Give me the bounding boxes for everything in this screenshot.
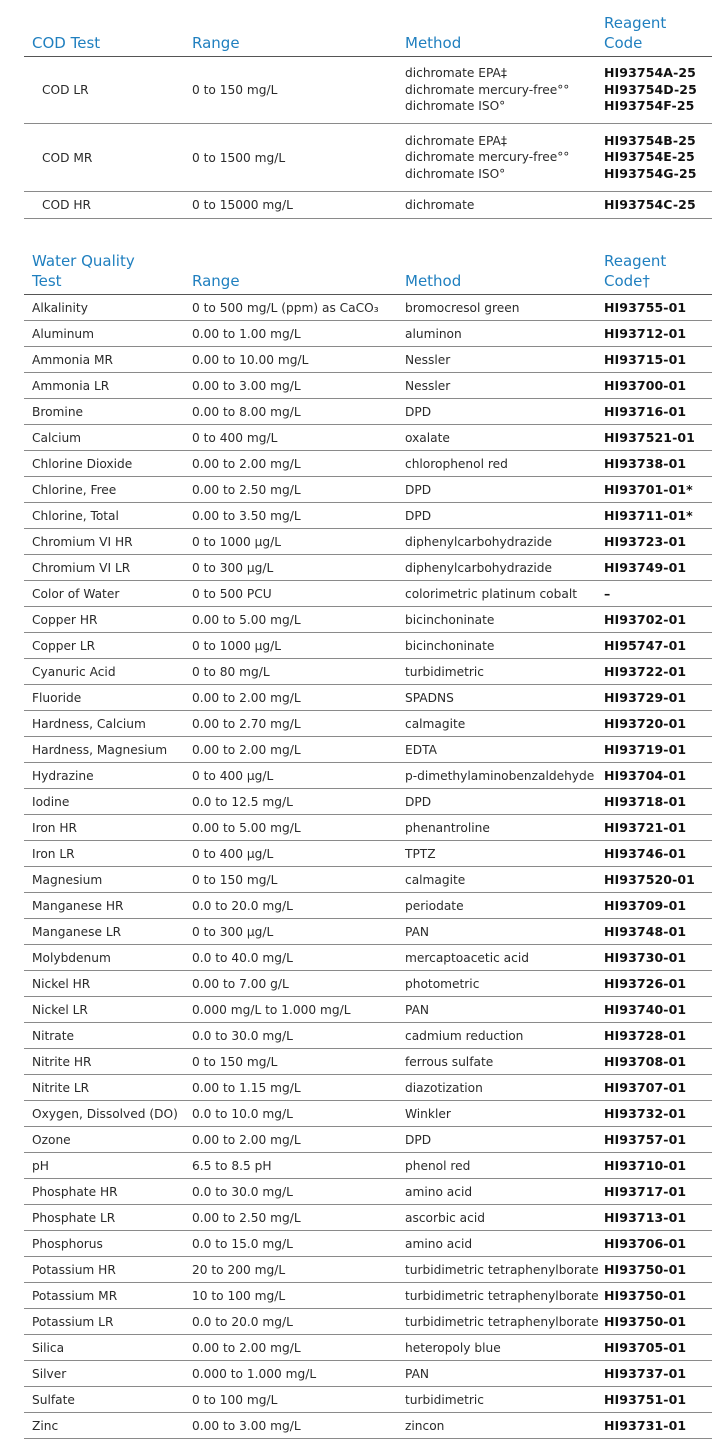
reagent-code: HI93707-01 xyxy=(604,1080,687,1095)
test-name: Phosphate LR xyxy=(32,1210,116,1225)
reagent-code: HI93723-01 xyxy=(604,534,687,549)
reagent-code: HI93749-01 xyxy=(604,560,687,575)
range-value: 0.00 to 2.00 mg/L xyxy=(192,690,301,705)
range-value: 0.00 to 2.50 mg/L xyxy=(192,1210,301,1225)
method-value: bicinchoninate xyxy=(405,612,495,627)
header-reagent-code: Reagent Code† xyxy=(604,252,667,290)
table-row xyxy=(24,503,712,529)
reagent-code: HI93750-01 xyxy=(604,1262,687,1277)
range-value: 0.0 to 40.0 mg/L xyxy=(192,950,293,965)
table-row xyxy=(24,685,712,711)
reagent-code: HI93700-01 xyxy=(604,378,687,393)
reagent-code: HI93712-01 xyxy=(604,326,687,341)
range-value: 0.00 to 2.70 mg/L xyxy=(192,716,301,731)
range-value: 0.00 to 3.00 mg/L xyxy=(192,378,301,393)
range-value: 20 to 200 mg/L xyxy=(192,1262,286,1277)
reagent-code: HI93705-01 xyxy=(604,1340,687,1355)
reagent-code: HI93721-01 xyxy=(604,820,687,835)
reagent-code: HI93754F-25 xyxy=(604,98,695,114)
table-row xyxy=(24,893,712,919)
reagent-code: HI93730-01 xyxy=(604,950,687,965)
reagent-code: HI93754C-25 xyxy=(604,196,696,212)
table-row xyxy=(24,1049,712,1075)
water-quality-table-body xyxy=(24,295,712,1439)
test-name: Chlorine, Free xyxy=(32,482,117,497)
table-row xyxy=(24,1361,712,1387)
method-value: DPD xyxy=(405,1132,432,1147)
range-value: 0.00 to 10.00 mg/L xyxy=(192,352,309,367)
method-value: TPTZ xyxy=(405,846,436,861)
table-row xyxy=(24,711,712,737)
test-name: Calcium xyxy=(32,430,82,445)
test-name: Silver xyxy=(32,1366,67,1381)
test-name: pH xyxy=(32,1158,49,1173)
range-value: 0.00 to 1.00 mg/L xyxy=(192,326,301,341)
cod-table-body xyxy=(24,57,712,219)
reagent-code: HI93754G-25 xyxy=(604,165,697,181)
method-value: oxalate xyxy=(405,430,450,445)
reagent-code: HI93720-01 xyxy=(604,716,687,731)
test-name: Phosphorus xyxy=(32,1236,103,1251)
test-name: Sulfate xyxy=(32,1392,75,1407)
table-row xyxy=(24,581,712,607)
method-value: PAN xyxy=(405,1002,430,1017)
range-value: 0.0 to 20.0 mg/L xyxy=(192,1314,293,1329)
header-range: Range xyxy=(192,272,240,290)
table-row xyxy=(24,347,712,373)
method-value: ascorbic acid xyxy=(405,1210,485,1225)
header-test: COD Test xyxy=(32,34,101,52)
method-value: turbidimetric xyxy=(405,1392,485,1407)
test-name: Manganese HR xyxy=(32,898,124,913)
method-value: zincon xyxy=(405,1418,445,1433)
header-method: Method xyxy=(405,272,462,290)
method-value: turbidimetric xyxy=(405,664,485,679)
range-value: 0.0 to 10.0 mg/L xyxy=(192,1106,293,1121)
range-value: 0 to 1000 µg/L xyxy=(192,638,282,653)
reagent-code: HI93754A-25 xyxy=(604,65,696,81)
table-row xyxy=(24,555,712,581)
reagent-code: HI93751-01 xyxy=(604,1392,687,1407)
test-name: Molybdenum xyxy=(32,950,111,965)
method-value: cadmium reduction xyxy=(405,1028,524,1043)
method-line: dichromate ISO° xyxy=(405,166,506,181)
reagent-code: – xyxy=(604,586,611,601)
reagent-code: HI93754B-25 xyxy=(604,132,696,148)
range-value: 0 to 80 mg/L xyxy=(192,664,270,679)
method-value: diazotization xyxy=(405,1080,483,1095)
range-value: 0 to 500 PCU xyxy=(192,586,272,601)
table-row xyxy=(24,57,712,124)
table-row xyxy=(24,451,712,477)
table-row xyxy=(24,815,712,841)
table-row xyxy=(24,1387,712,1413)
table-row xyxy=(24,1257,712,1283)
method-line: dichromate EPA‡ xyxy=(405,133,507,148)
table-row xyxy=(24,789,712,815)
method-value: diphenylcarbohydrazide xyxy=(405,560,552,575)
reagent-code: HI93722-01 xyxy=(604,664,687,679)
water-quality-table xyxy=(24,247,712,1439)
range-value: 0 to 150 mg/L xyxy=(192,83,278,97)
table-row xyxy=(24,997,712,1023)
table-row xyxy=(24,1101,712,1127)
range-value: 0.000 mg/L to 1.000 mg/L xyxy=(192,1002,351,1017)
method-value: chlorophenol red xyxy=(405,456,508,471)
method-value: heteropoly blue xyxy=(405,1340,501,1355)
reagent-code: HI937521-01 xyxy=(604,430,695,445)
reagent-code: HI93706-01 xyxy=(604,1236,687,1251)
header-range: Range xyxy=(192,34,240,52)
method-value: calmagite xyxy=(405,872,466,887)
method-value: amino acid xyxy=(405,1236,473,1251)
reagent-code: HI93715-01 xyxy=(604,352,687,367)
test-name: Phosphate HR xyxy=(32,1184,118,1199)
reagent-code: HI93746-01 xyxy=(604,846,687,861)
range-value: 0 to 15000 mg/L xyxy=(192,198,293,212)
test-name: Alkalinity xyxy=(32,300,88,315)
cod-table-header xyxy=(24,10,712,57)
method-value: mercaptoacetic acid xyxy=(405,950,529,965)
reagent-code: HI93702-01 xyxy=(604,612,687,627)
method-line: dichromate EPA‡ xyxy=(405,66,507,81)
test-name: Copper HR xyxy=(32,612,98,627)
test-name: Color of Water xyxy=(32,586,120,601)
reagent-code: HI93701-01* xyxy=(604,482,693,497)
table-row xyxy=(24,425,712,451)
test-name: Aluminum xyxy=(32,326,95,341)
range-value: 0.00 to 2.00 mg/L xyxy=(192,742,301,757)
table-row xyxy=(24,841,712,867)
table-row xyxy=(24,529,712,555)
reagent-code: HI93748-01 xyxy=(604,924,687,939)
reagent-code: HI93717-01 xyxy=(604,1184,687,1199)
range-value: 0 to 500 mg/L (ppm) as CaCO₃ xyxy=(192,300,379,315)
range-value: 0.00 to 2.00 mg/L xyxy=(192,456,301,471)
method-value: DPD xyxy=(405,482,432,497)
reagent-code: HI93754D-25 xyxy=(604,81,697,97)
method-value: phenantroline xyxy=(405,820,490,835)
method-value: calmagite xyxy=(405,716,466,731)
test-name: Silica xyxy=(32,1340,65,1355)
test-name: Zinc xyxy=(32,1418,59,1433)
reagent-code-cell xyxy=(604,124,697,191)
method-cell xyxy=(405,124,569,191)
table-row xyxy=(24,124,712,192)
table-row xyxy=(24,1413,712,1439)
reagent-code: HI93704-01 xyxy=(604,768,687,783)
table-row xyxy=(24,1153,712,1179)
table-row xyxy=(24,373,712,399)
test-name: Nickel LR xyxy=(32,1002,88,1017)
range-value: 0.0 to 20.0 mg/L xyxy=(192,898,293,913)
reagent-code: HI93729-01 xyxy=(604,690,687,705)
method-value: bromocresol green xyxy=(405,300,520,315)
range-value: 0 to 300 µg/L xyxy=(192,924,274,939)
method-value: colorimetric platinum cobalt xyxy=(405,586,577,601)
test-name: Fluoride xyxy=(32,690,82,705)
method-line: dichromate mercury-free°° xyxy=(405,82,570,97)
range-value: 0 to 300 µg/L xyxy=(192,560,274,575)
header-test: Water Quality Test xyxy=(32,252,135,290)
reagent-code: HI937520-01 xyxy=(604,872,695,887)
table-row xyxy=(24,477,712,503)
range-value: 0.00 to 8.00 mg/L xyxy=(192,404,301,419)
test-name: Copper LR xyxy=(32,638,96,653)
reagent-code-cell xyxy=(604,57,697,123)
table-row xyxy=(24,1283,712,1309)
range-value: 10 to 100 mg/L xyxy=(192,1288,286,1303)
reagent-code: HI93738-01 xyxy=(604,456,687,471)
method-value: ferrous sulfate xyxy=(405,1054,494,1069)
method-value: turbidimetric tetraphenylborate xyxy=(405,1262,599,1277)
range-value: 0 to 1500 mg/L xyxy=(192,150,286,165)
method-value: turbidimetric tetraphenylborate xyxy=(405,1314,599,1329)
table-row xyxy=(24,659,712,685)
reagent-code: HI93708-01 xyxy=(604,1054,687,1069)
table-row xyxy=(24,763,712,789)
test-name: COD HR xyxy=(42,198,91,212)
method-value: EDTA xyxy=(405,742,437,757)
method-value: SPADNS xyxy=(405,690,454,705)
method-value: amino acid xyxy=(405,1184,473,1199)
method-value: periodate xyxy=(405,898,464,913)
method-value: DPD xyxy=(405,404,432,419)
test-name: Nitrite HR xyxy=(32,1054,92,1069)
table-row xyxy=(24,321,712,347)
range-value: 0.00 to 5.00 mg/L xyxy=(192,612,301,627)
test-name: Magnesium xyxy=(32,872,103,887)
test-name: Chlorine Dioxide xyxy=(32,456,133,471)
method-value: DPD xyxy=(405,794,432,809)
test-name: COD MR xyxy=(42,150,93,165)
range-value: 0 to 1000 µg/L xyxy=(192,534,282,549)
reagent-code: HI93716-01 xyxy=(604,404,687,419)
range-value: 0.00 to 3.50 mg/L xyxy=(192,508,301,523)
reagent-code: HI95747-01 xyxy=(604,638,687,653)
range-value: 0.00 to 5.00 mg/L xyxy=(192,820,301,835)
reagent-code: HI93726-01 xyxy=(604,976,687,991)
reagent-code: HI93728-01 xyxy=(604,1028,687,1043)
reagent-code: HI93740-01 xyxy=(604,1002,687,1017)
table-row xyxy=(24,1335,712,1361)
method-line: dichromate ISO° xyxy=(405,99,506,114)
header-method: Method xyxy=(405,34,462,52)
test-name: Chromium VI HR xyxy=(32,534,133,549)
header-reagent-code: Reagent Code xyxy=(604,14,667,52)
table-row xyxy=(24,1127,712,1153)
test-name: Iron HR xyxy=(32,820,78,835)
range-value: 0.0 to 15.0 mg/L xyxy=(192,1236,293,1251)
cod-table xyxy=(24,10,712,219)
method-line: dichromate mercury-free°° xyxy=(405,150,570,165)
reagent-code: HI93757-01 xyxy=(604,1132,687,1147)
table-row xyxy=(24,399,712,425)
table-row xyxy=(24,607,712,633)
test-name: Hydrazine xyxy=(32,768,94,783)
range-value: 0.0 to 12.5 mg/L xyxy=(192,794,293,809)
table-row xyxy=(24,1179,712,1205)
reagent-code: HI93750-01 xyxy=(604,1314,687,1329)
method-value: DPD xyxy=(405,508,432,523)
table-row xyxy=(24,1023,712,1049)
reagent-code: HI93732-01 xyxy=(604,1106,687,1121)
method-value: PAN xyxy=(405,924,430,939)
table-row xyxy=(24,295,712,321)
table-row xyxy=(24,192,712,219)
test-name: Nitrate xyxy=(32,1028,75,1043)
test-name: Ozone xyxy=(32,1132,71,1147)
reagent-code: HI93710-01 xyxy=(604,1158,687,1173)
test-name: Nitrite LR xyxy=(32,1080,90,1095)
table-row xyxy=(24,971,712,997)
method-value: Nessler xyxy=(405,352,451,367)
water-quality-table-header xyxy=(24,247,712,295)
method-value: aluminon xyxy=(405,326,462,341)
method-value: p-dimethylaminobenzaldehyde xyxy=(405,768,595,783)
test-name: Manganese LR xyxy=(32,924,122,939)
table-row xyxy=(24,1075,712,1101)
test-name: Hardness, Calcium xyxy=(32,716,146,731)
reagent-code-cell xyxy=(604,192,696,218)
reagent-code: HI93750-01 xyxy=(604,1288,687,1303)
test-name: Ammonia MR xyxy=(32,352,113,367)
range-value: 0 to 400 µg/L xyxy=(192,846,274,861)
reagent-code: HI93737-01 xyxy=(604,1366,687,1381)
method-value: Nessler xyxy=(405,378,451,393)
table-row xyxy=(24,1205,712,1231)
reagent-code: HI93709-01 xyxy=(604,898,687,913)
test-name: Chlorine, Total xyxy=(32,508,119,523)
test-name: Nickel HR xyxy=(32,976,91,991)
test-name: COD LR xyxy=(42,83,89,97)
table-row xyxy=(24,737,712,763)
range-value: 0 to 400 mg/L xyxy=(192,430,278,445)
table-row xyxy=(24,867,712,893)
test-name: Potassium LR xyxy=(32,1314,114,1329)
method-value: bicinchoninate xyxy=(405,638,495,653)
method-value: Winkler xyxy=(405,1106,451,1121)
test-name: Chromium VI LR xyxy=(32,560,131,575)
method-value: diphenylcarbohydrazide xyxy=(405,534,552,549)
range-value: 0 to 400 µg/L xyxy=(192,768,274,783)
table-row xyxy=(24,919,712,945)
table-row xyxy=(24,633,712,659)
range-value: 0.000 to 1.000 mg/L xyxy=(192,1366,317,1381)
test-name: Iron LR xyxy=(32,846,75,861)
range-value: 0.00 to 2.50 mg/L xyxy=(192,482,301,497)
test-name: Potassium HR xyxy=(32,1262,116,1277)
table-row xyxy=(24,1309,712,1335)
test-name: Hardness, Magnesium xyxy=(32,742,168,757)
method-value: turbidimetric tetraphenylborate xyxy=(405,1288,599,1303)
range-value: 0.0 to 30.0 mg/L xyxy=(192,1184,293,1199)
test-name: Cyanuric Acid xyxy=(32,664,116,679)
test-name: Oxygen, Dissolved (DO) xyxy=(32,1106,178,1121)
test-name: Potassium MR xyxy=(32,1288,118,1303)
test-name: Ammonia LR xyxy=(32,378,110,393)
reagent-code: HI93755-01 xyxy=(604,300,687,315)
table-row xyxy=(24,1231,712,1257)
reagent-code: HI93719-01 xyxy=(604,742,687,757)
table-row xyxy=(24,945,712,971)
reagent-code: HI93754E-25 xyxy=(604,149,695,165)
method-value: phenol red xyxy=(405,1158,471,1173)
method-cell xyxy=(405,57,569,123)
range-value: 0.00 to 7.00 g/L xyxy=(192,976,289,991)
reagent-code: HI93731-01 xyxy=(604,1418,687,1433)
reagent-code: HI93713-01 xyxy=(604,1210,687,1225)
range-value: 0.00 to 1.15 mg/L xyxy=(192,1080,301,1095)
method-line: dichromate xyxy=(405,197,475,212)
range-value: 0 to 150 mg/L xyxy=(192,872,278,887)
method-cell xyxy=(405,192,474,218)
method-value: photometric xyxy=(405,976,480,991)
test-name: Iodine xyxy=(32,794,70,809)
range-value: 0.00 to 2.00 mg/L xyxy=(192,1340,301,1355)
reagent-code: HI93718-01 xyxy=(604,794,687,809)
method-value: PAN xyxy=(405,1366,430,1381)
test-name: Bromine xyxy=(32,404,84,419)
range-value: 0.00 to 3.00 mg/L xyxy=(192,1418,301,1433)
reagent-code: HI93711-01* xyxy=(604,508,693,523)
range-value: 0 to 150 mg/L xyxy=(192,1054,278,1069)
range-value: 0 to 100 mg/L xyxy=(192,1392,278,1407)
range-value: 0.0 to 30.0 mg/L xyxy=(192,1028,293,1043)
range-value: 0.00 to 2.00 mg/L xyxy=(192,1132,301,1147)
range-value: 6.5 to 8.5 pH xyxy=(192,1158,272,1173)
